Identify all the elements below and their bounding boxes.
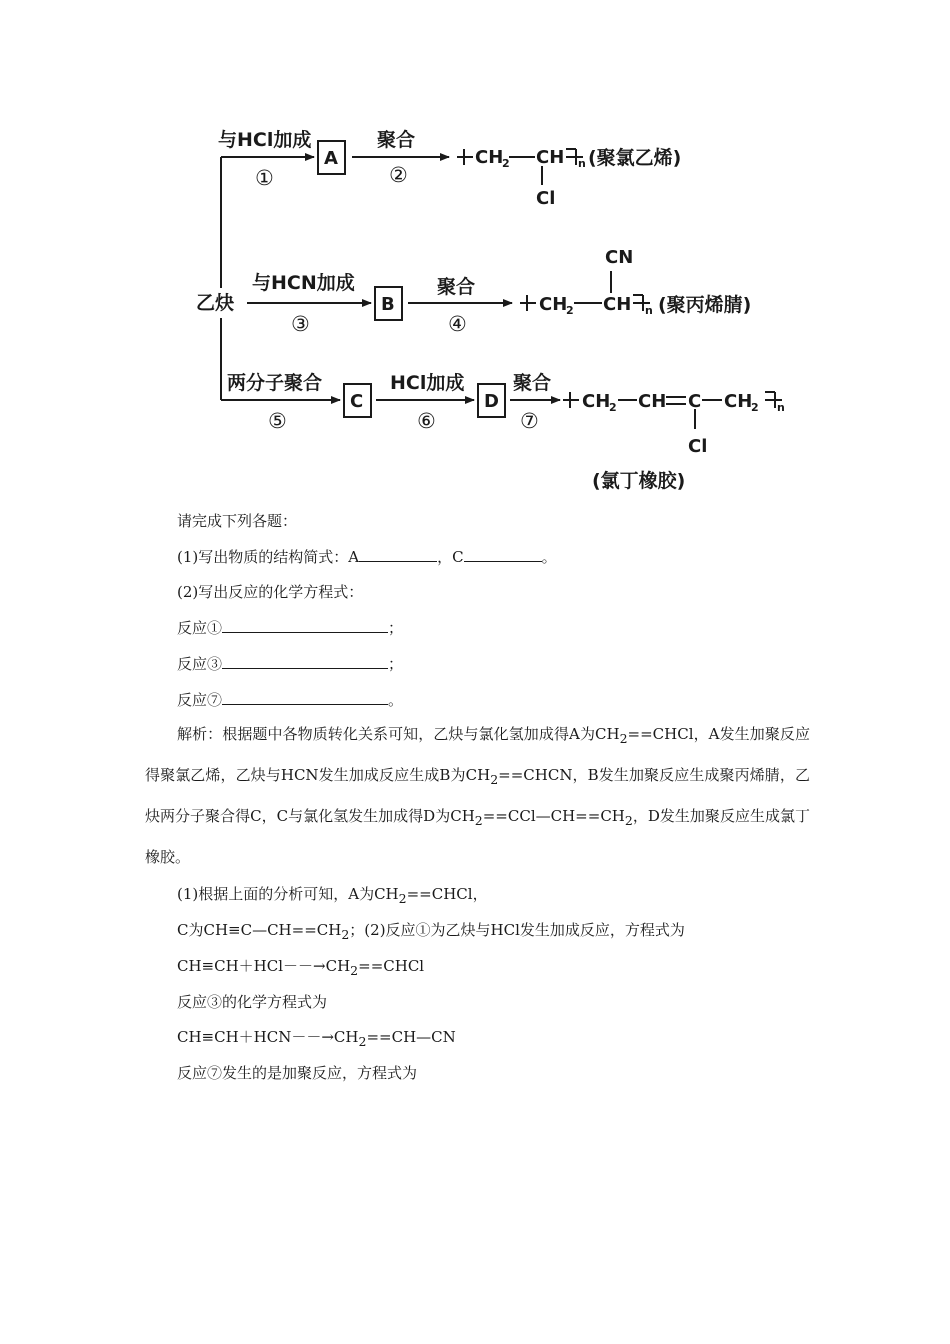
row3-arrow1-step: ⑤ <box>268 409 287 433</box>
box-c-label: C <box>350 391 364 412</box>
svg-text:n: n <box>777 401 785 414</box>
svg-text:CH: CH <box>724 391 753 412</box>
analysis-line-2: C为$CH\equiv C—CH==CH_2$；(2)反应①为乙炔与HCl发生加成反应，方程式为 <box>177 921 685 942</box>
equation-3: $CH\equiv CH+HCN--\to CH_2==CH—CN$ <box>177 1028 456 1049</box>
box-b-label: B <box>381 294 395 315</box>
svg-text:n: n <box>645 304 653 317</box>
row3-arrow2-label: HCl加成 <box>390 372 465 394</box>
answer-blank-a[interactable] <box>359 546 437 562</box>
reaction-7-line: 反应⑦ 。 <box>177 691 404 709</box>
svg-text:CH: CH <box>539 294 568 315</box>
row1-product-name: (聚氯乙烯) <box>588 147 682 169</box>
row1-polymer <box>457 147 586 209</box>
answer-blank-r7[interactable] <box>222 689 388 705</box>
row2-substituent: CN <box>605 247 634 268</box>
box-a-label: A <box>324 148 338 169</box>
row3-arrow3-label: 聚合 <box>513 372 552 394</box>
questions-intro: 请完成下列各题： <box>177 512 298 530</box>
svg-text:C: C <box>688 391 702 412</box>
svg-text:2: 2 <box>502 157 510 170</box>
svg-text:CH: CH <box>582 391 611 412</box>
box-d-label: D <box>484 391 499 412</box>
equation-1: $CH\equiv CH+HCl--\to CH_2==CHCl$ <box>177 957 425 978</box>
question-2: (2)写出反应的化学方程式： <box>177 583 364 601</box>
row2-product-name: (聚丙烯腈) <box>658 294 752 316</box>
row3-polymer <box>563 391 785 457</box>
row2-arrow2-step: ④ <box>448 312 467 336</box>
svg-text:CH: CH <box>603 294 632 315</box>
row3-arrow3-step: ⑦ <box>520 409 539 433</box>
row3-substituent: Cl <box>688 436 708 457</box>
analysis-line-4: 反应③的化学方程式为 <box>177 993 328 1011</box>
start-acetylene: 乙炔 <box>196 292 235 314</box>
answer-blank-r3[interactable] <box>222 653 388 669</box>
row1-arrow2-label: 聚合 <box>377 129 416 151</box>
answer-blank-c[interactable] <box>464 546 542 562</box>
svg-text:CH: CH <box>475 147 504 168</box>
row3-arrow2-step: ⑥ <box>417 409 436 433</box>
row1-arrow2-step: ② <box>389 163 408 187</box>
svg-text:2: 2 <box>566 304 574 317</box>
reaction-1-line: 反应① ； <box>177 619 404 637</box>
row1-arrow1-step: ① <box>255 166 274 190</box>
row2-arrow1-label: 与HCN加成 <box>252 272 355 294</box>
row3-arrow1-label: 两分子聚合 <box>227 372 323 394</box>
svg-text:n: n <box>578 157 586 170</box>
row1-substituent: Cl <box>536 188 556 209</box>
reaction-scheme-diagram <box>0 0 950 500</box>
row2-arrow1-step: ③ <box>291 312 310 336</box>
svg-text:2: 2 <box>609 401 617 414</box>
answer-blank-r1[interactable] <box>222 617 388 633</box>
row2-polymer <box>520 247 653 317</box>
svg-text:2: 2 <box>751 401 759 414</box>
question-1: (1)写出物质的结构简式：A ，C 。 <box>177 548 557 566</box>
svg-text:CH: CH <box>536 147 565 168</box>
row2-arrow2-label: 聚合 <box>437 276 476 298</box>
analysis-line-1: (1)根据上面的分析可知，A为$CH_2==CHCl$， <box>177 885 488 906</box>
row3-product-name: (氯丁橡胶) <box>592 470 686 492</box>
row1-arrow1-label: 与HCl加成 <box>218 129 312 151</box>
svg-text:CH: CH <box>638 391 667 412</box>
reaction-3-line: 反应③ ； <box>177 655 404 673</box>
analysis-paragraph: 解析：根据题中各物质转化关系可知，乙炔与氯化氢加成得A为$CH_2==CHCl$，A发生加聚反应得聚氯乙烯，乙炔与HCN发生加成反应生成B为$CH_2==CHCN$，B发生加聚反应生成聚丙烯腈，乙炔两分子聚合得C，C与氯化氢发生加成得D为$CH_2==CCl—CH==CH_2$，D发生加聚反应生成氯丁橡胶。 <box>145 725 811 866</box>
analysis-line-6: 反应⑦发生的是加聚反应，方程式为 <box>177 1064 418 1082</box>
